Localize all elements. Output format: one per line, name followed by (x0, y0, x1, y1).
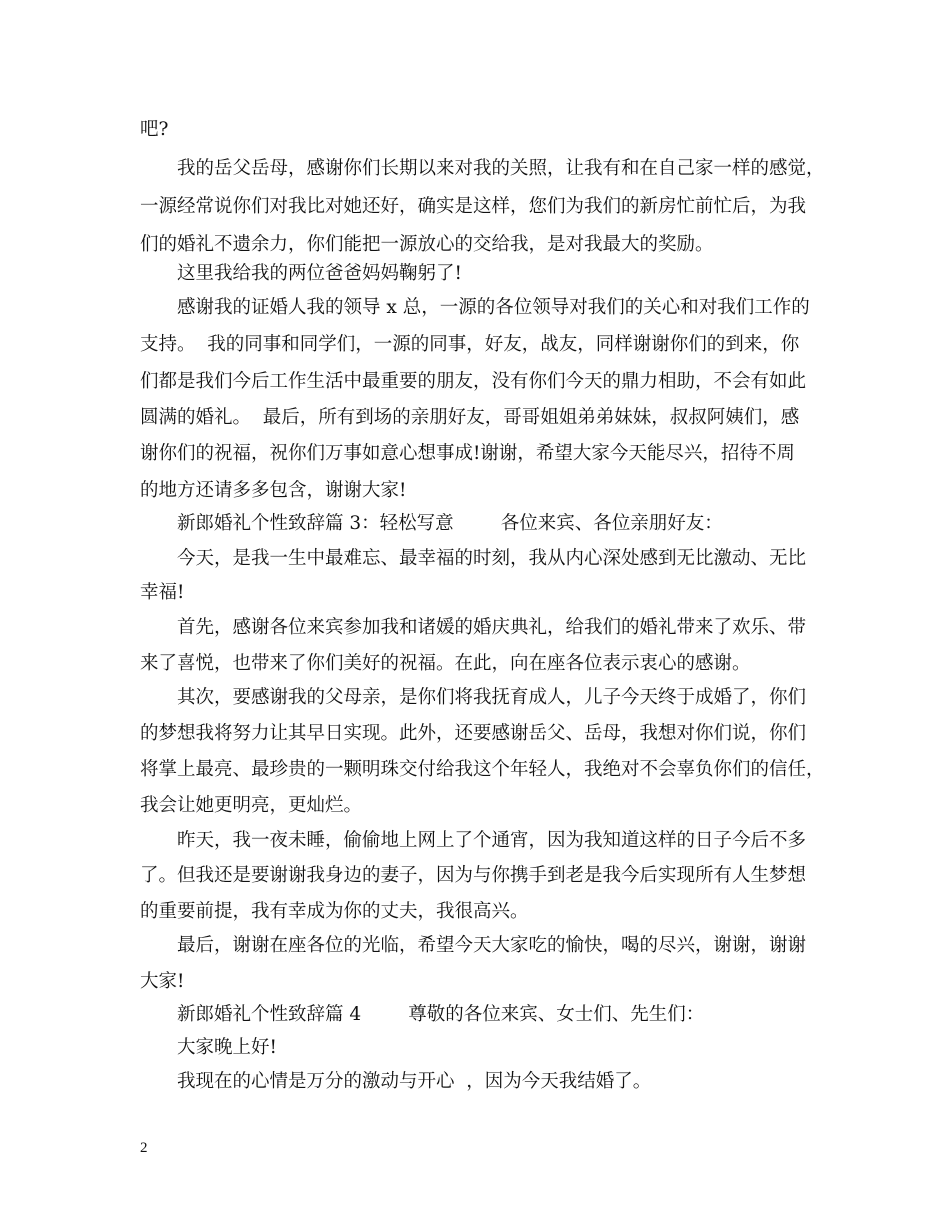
section-heading: 新郎婚礼个性致辞篇 4 尊敬的各位来宾、女士们、先生们： (177, 1004, 705, 1025)
page-number: 2 (140, 1140, 148, 1156)
text-line: 最后，谢谢在座各位的光临，希望今天大家吃的愉快，喝的尽兴，谢谢，谢谢 (177, 935, 807, 956)
text-line: 们的婚礼不遗余力，你们能把一源放心的交给我，是对我最大的奖励。 (140, 234, 714, 255)
section-heading: 新郎婚礼个性致辞篇 3：轻松写意 各位来宾、各位亲朋好友： (177, 513, 723, 534)
text-line: 吧? (140, 119, 169, 140)
text-line: 大家晚上好! (177, 1037, 277, 1058)
text-line: 来了喜悦，也带来了你们美好的祝福。在此，向在座各位表示衷心的感谢。 (140, 653, 751, 674)
text-line: 一源经常说你们对我比对她还好，确实是这样，您们为我们的新房忙前忙后，为我 (140, 196, 807, 217)
text-line: 们都是我们今后工作生活中最重要的朋友，没有你们今天的鼎力相助，不会有如此 (140, 371, 807, 392)
text-line: 大家! (140, 971, 185, 992)
text-line: 我会让她更明亮，更灿烂。 (140, 795, 363, 816)
text-line: 幸福! (140, 582, 185, 603)
text-line: 支持。 我的同事和同学们，一源的同事，好友，战友，同样谢谢你们的到来，你 (140, 334, 800, 355)
text-line: 我现在的心情是万分的激动与开心 ，因为今天我结婚了。 (177, 1071, 652, 1092)
text-line: 的地方还请多多包含，谢谢大家! (140, 480, 407, 501)
text-line: 昨天，我一夜未睡，偷偷地上网上了个通宵，因为我知道这样的日子今后不多 (177, 830, 807, 851)
text-line: 谢你们的祝福，祝你们万事如意心想事成!谢谢，希望大家今天能尽兴，招待不周 (140, 443, 795, 464)
text-line: 首先，感谢各位来宾参加我和诸媛的婚庆典礼，给我们的婚礼带来了欢乐、带 (177, 617, 807, 638)
text-line: 其次，要感谢我的父母亲，是你们将我抚育成人，儿子今天终于成婚了，你们 (177, 687, 807, 708)
text-line: 感谢我的证婚人我的领导 x 总，一源的各位领导对我们的关心和对我们工作的 (177, 297, 810, 318)
text-line: 的梦想我将努力让其早日实现。此外，还要感谢岳父、岳母，我想对你们说，你们 (140, 723, 807, 744)
text-line: 圆满的婚礼。 最后，所有到场的亲朋好友，哥哥姐姐弟弟妹妹，叔叔阿姨们，感 (140, 407, 800, 428)
text-line: 这里我给我的两位爸爸妈妈鞠躬了! (177, 263, 462, 284)
text-line: 我的岳父岳母，感谢你们长期以来对我的关照，让我有和在自己家一样的感觉， (177, 158, 825, 179)
text-line: 今天，是我一生中最难忘、最幸福的时刻，我从内心深处感到无比激动、无比 (177, 548, 807, 569)
text-line: 将掌上最亮、最珍贵的一颗明珠交付给我这个年轻人，我绝对不会辜负你们的信任， (140, 759, 825, 780)
text-line: 了。但我还是要谢谢我身边的妻子，因为与你携手到老是我今后实现所有人生梦想 (140, 865, 807, 886)
text-line: 的重要前提，我有幸成为你的丈夫，我很高兴。 (140, 901, 529, 922)
